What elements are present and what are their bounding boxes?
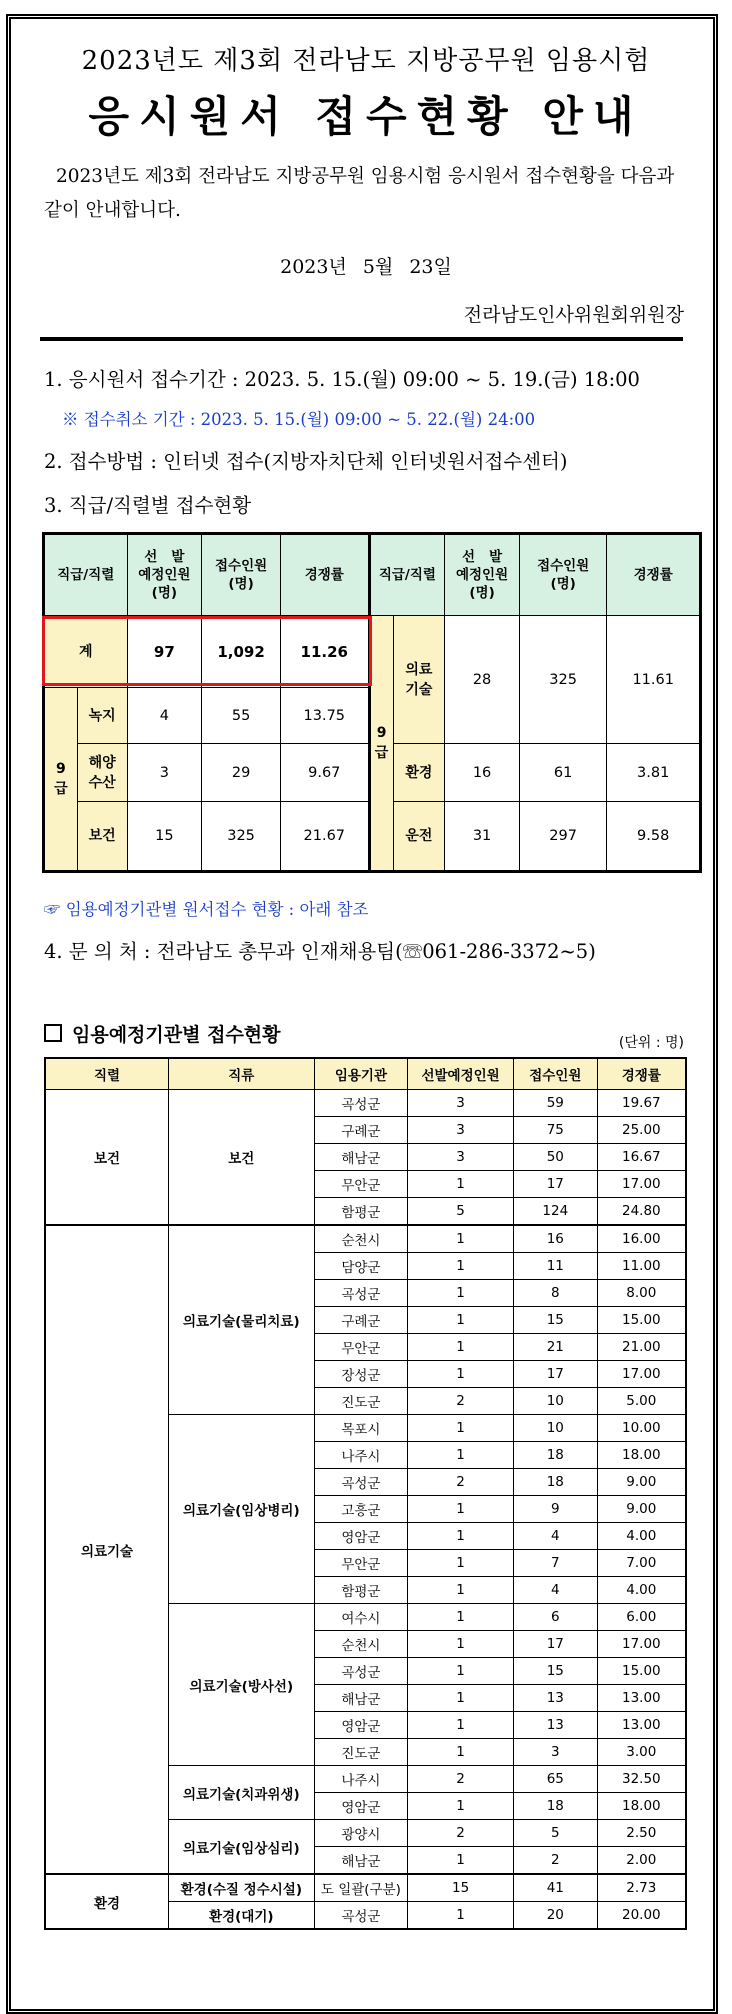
planned-cell: 1 — [408, 1577, 514, 1604]
series-label: 의료 기술 — [393, 616, 445, 744]
ratio-cell: 17.00 — [597, 1171, 686, 1198]
applied-cell: 2 — [513, 1847, 597, 1875]
header-planned: 선 발 예정인원 (명) — [445, 534, 520, 616]
applied-cell: 16 — [513, 1225, 597, 1253]
cell-ratio: 9.67 — [280, 744, 369, 802]
planned-cell: 1 — [408, 1902, 514, 1930]
ratio-cell: 19.67 — [597, 1090, 686, 1117]
series-cell: 환경 — [45, 1874, 169, 1929]
grade-label: 9 급 — [369, 616, 393, 872]
col-planned: 선발예정인원 — [408, 1058, 514, 1090]
ratio-cell: 13.00 — [597, 1685, 686, 1712]
agency-cell: 진도군 — [314, 1388, 408, 1415]
ratio-cell: 17.00 — [597, 1361, 686, 1388]
agency-cell: 목포시 — [314, 1415, 408, 1442]
agency-cell: 광양시 — [314, 1820, 408, 1847]
applied-cell: 20 — [513, 1902, 597, 1930]
series-label: 녹지 — [77, 688, 127, 744]
header-ratio: 경쟁률 — [607, 534, 701, 616]
ratio-cell: 17.00 — [597, 1631, 686, 1658]
planned-cell: 1 — [408, 1442, 514, 1469]
cell-applied: 61 — [519, 744, 606, 802]
ratio-cell: 4.00 — [597, 1523, 686, 1550]
detail-section-title: 임용예정기관별 접수현황 — [44, 1020, 281, 1047]
cell-ratio: 9.58 — [607, 802, 701, 872]
agency-cell: 함평군 — [314, 1577, 408, 1604]
header-applied: 접수인원 (명) — [202, 534, 281, 616]
ratio-cell: 6.00 — [597, 1604, 686, 1631]
cell-applied: 297 — [519, 802, 606, 872]
intro-paragraph: 2023년도 제3회 전라남도 지방공무원 임용시험 응시원서 접수현황을 다음과 같이 안내합니다. — [44, 166, 675, 221]
planned-cell: 1 — [408, 1415, 514, 1442]
item-status-heading: 3. 직급/직렬별 접수현황 — [44, 494, 252, 517]
ratio-cell: 8.00 — [597, 1280, 686, 1307]
col-type: 직류 — [169, 1058, 315, 1090]
series-label: 운전 — [393, 802, 445, 872]
agency-cell: 해남군 — [314, 1144, 408, 1171]
agency-cell: 순천시 — [314, 1631, 408, 1658]
applied-cell: 17 — [513, 1171, 597, 1198]
applied-cell: 7 — [513, 1550, 597, 1577]
agency-cell: 무안군 — [314, 1334, 408, 1361]
planned-cell: 3 — [408, 1090, 514, 1117]
agency-cell: 담양군 — [314, 1253, 408, 1280]
ratio-cell: 21.00 — [597, 1334, 686, 1361]
series-label: 환경 — [393, 744, 445, 802]
ratio-cell: 16.67 — [597, 1144, 686, 1171]
planned-cell: 5 — [408, 1198, 514, 1226]
header-grade: 직급/직렬 — [369, 534, 445, 616]
planned-cell: 1 — [408, 1334, 514, 1361]
planned-cell: 2 — [408, 1469, 514, 1496]
planned-cell: 1 — [408, 1171, 514, 1198]
table-row — [45, 1090, 686, 1117]
planned-cell: 2 — [408, 1820, 514, 1847]
ratio-cell: 15.00 — [597, 1307, 686, 1334]
applied-cell: 8 — [513, 1280, 597, 1307]
agency-cell: 영암군 — [314, 1523, 408, 1550]
summary-table — [42, 532, 702, 873]
planned-cell: 1 — [408, 1847, 514, 1875]
planned-cell: 1 — [408, 1550, 514, 1577]
cell-planned: 4 — [127, 688, 202, 744]
applied-cell: 18 — [513, 1469, 597, 1496]
table-row — [45, 1874, 686, 1902]
type-cell: 의료기술(치과위생) — [169, 1766, 315, 1820]
agency-cell: 고흥군 — [314, 1496, 408, 1523]
ratio-cell: 25.00 — [597, 1117, 686, 1144]
ratio-cell: 2.00 — [597, 1847, 686, 1875]
cancel-note: ※ 접수취소 기간 : 2023. 5. 15.(월) 09:00 ~ 5. 22.(월) 24:00 — [62, 410, 536, 429]
agency-cell: 순천시 — [314, 1225, 408, 1253]
ratio-cell: 13.00 — [597, 1712, 686, 1739]
agency-cell: 구례군 — [314, 1307, 408, 1334]
agency-cell: 함평군 — [314, 1198, 408, 1226]
cell-planned: 3 — [127, 744, 202, 802]
applied-cell: 124 — [513, 1198, 597, 1226]
agency-cell: 무안군 — [314, 1171, 408, 1198]
applied-cell: 5 — [513, 1820, 597, 1847]
planned-cell: 2 — [408, 1388, 514, 1415]
type-cell: 의료기술(물리치료) — [169, 1225, 315, 1415]
total-label: 계 — [44, 616, 128, 688]
ratio-cell: 2.50 — [597, 1820, 686, 1847]
ratio-cell: 7.00 — [597, 1550, 686, 1577]
header-planned: 선 발 예정인원 (명) — [127, 534, 202, 616]
unit-label: (단위 : 명) — [618, 1035, 684, 1051]
applied-cell: 21 — [513, 1334, 597, 1361]
cell-ratio: 13.75 — [280, 688, 369, 744]
agency-cell: 곡성군 — [314, 1902, 408, 1930]
col-agency: 임용기관 — [314, 1058, 408, 1090]
applied-cell: 17 — [513, 1361, 597, 1388]
planned-cell: 1 — [408, 1793, 514, 1820]
ratio-cell: 20.00 — [597, 1902, 686, 1930]
agency-cell: 영암군 — [314, 1793, 408, 1820]
agency-cell: 무안군 — [314, 1550, 408, 1577]
applied-cell: 50 — [513, 1144, 597, 1171]
ratio-cell: 18.00 — [597, 1793, 686, 1820]
type-cell: 의료기술(임상심리) — [169, 1820, 315, 1875]
agency-cell: 나주시 — [314, 1766, 408, 1793]
planned-cell: 3 — [408, 1117, 514, 1144]
planned-cell: 1 — [408, 1496, 514, 1523]
planned-cell: 3 — [408, 1144, 514, 1171]
type-cell: 환경(대기) — [169, 1902, 315, 1930]
planned-cell: 1 — [408, 1523, 514, 1550]
detail-table — [44, 1057, 687, 1930]
ratio-cell: 16.00 — [597, 1225, 686, 1253]
type-cell: 의료기술(임상병리) — [169, 1415, 315, 1604]
agency-cell: 영암군 — [314, 1712, 408, 1739]
planned-cell: 1 — [408, 1658, 514, 1685]
type-cell: 보건 — [169, 1090, 315, 1226]
divider — [40, 337, 683, 341]
ratio-cell: 18.00 — [597, 1442, 686, 1469]
col-applied: 접수인원 — [513, 1058, 597, 1090]
col-series: 직렬 — [45, 1058, 169, 1090]
cell-planned: 28 — [445, 616, 520, 744]
cell-ratio: 3.81 — [607, 744, 701, 802]
applied-cell: 9 — [513, 1496, 597, 1523]
planned-cell: 1 — [408, 1631, 514, 1658]
grade-label: 9 급 — [44, 688, 78, 872]
ratio-cell: 10.00 — [597, 1415, 686, 1442]
planned-cell: 1 — [408, 1307, 514, 1334]
applied-cell: 13 — [513, 1712, 597, 1739]
cell-planned: 16 — [445, 744, 520, 802]
type-cell: 의료기술(방사선) — [169, 1604, 315, 1766]
applied-cell: 10 — [513, 1388, 597, 1415]
ratio-cell: 5.00 — [597, 1388, 686, 1415]
applied-cell: 13 — [513, 1685, 597, 1712]
series-label: 해양 수산 — [77, 744, 127, 802]
notice-signer: 전라남도인사위원회위원장 — [463, 304, 684, 326]
cell-applied: 325 — [202, 802, 281, 872]
planned-cell: 1 — [408, 1225, 514, 1253]
cell-planned: 15 — [127, 802, 202, 872]
agency-cell: 구례군 — [314, 1117, 408, 1144]
cell-applied: 325 — [519, 616, 606, 744]
cell-planned: 31 — [445, 802, 520, 872]
applied-cell: 3 — [513, 1739, 597, 1766]
planned-cell: 1 — [408, 1739, 514, 1766]
document-title: 응시원서 접수현황 안내 — [88, 92, 644, 141]
total-applied: 1,092 — [202, 616, 281, 688]
applied-cell: 11 — [513, 1253, 597, 1280]
applied-cell: 17 — [513, 1631, 597, 1658]
reference-note: ☞ 임용예정기관별 원서접수 현황 : 아래 참조 — [44, 900, 369, 919]
planned-cell: 15 — [408, 1874, 514, 1902]
header-grade: 직급/직렬 — [44, 534, 128, 616]
total-planned: 97 — [127, 616, 202, 688]
header-applied: 접수인원 (명) — [519, 534, 606, 616]
planned-cell: 1 — [408, 1253, 514, 1280]
col-ratio: 경쟁률 — [597, 1058, 686, 1090]
notice-date: 2023년 5월 23일 — [280, 256, 452, 278]
series-cell: 의료기술 — [45, 1225, 169, 1874]
table-row — [45, 1225, 686, 1253]
document-subtitle: 2023년도 제3회 전라남도 지방공무원 임용시험 — [81, 46, 651, 76]
agency-cell: 장성군 — [314, 1361, 408, 1388]
ratio-cell: 32.50 — [597, 1766, 686, 1793]
applied-cell: 15 — [513, 1658, 597, 1685]
planned-cell: 1 — [408, 1361, 514, 1388]
applied-cell: 10 — [513, 1415, 597, 1442]
planned-cell: 1 — [408, 1712, 514, 1739]
agency-cell: 도 일괄(구분) — [314, 1874, 408, 1902]
applied-cell: 18 — [513, 1442, 597, 1469]
type-cell: 환경(수질 정수시설) — [169, 1874, 315, 1902]
cell-ratio: 11.61 — [607, 616, 701, 744]
item-contact: 4. 문 의 처 : 전라남도 총무과 인재채용팀(☏061-286-3372~5) — [44, 940, 596, 963]
agency-cell: 곡성군 — [314, 1469, 408, 1496]
ratio-cell: 9.00 — [597, 1469, 686, 1496]
ratio-cell: 15.00 — [597, 1658, 686, 1685]
item-method: 2. 접수방법 : 인터넷 접수(지방자치단체 인터넷원서접수센터) — [44, 450, 568, 473]
header-ratio: 경쟁률 — [280, 534, 369, 616]
planned-cell: 1 — [408, 1685, 514, 1712]
applied-cell: 6 — [513, 1604, 597, 1631]
series-cell: 보건 — [45, 1090, 169, 1226]
applied-cell: 4 — [513, 1523, 597, 1550]
ratio-cell: 3.00 — [597, 1739, 686, 1766]
cell-ratio: 21.67 — [280, 802, 369, 872]
agency-cell: 곡성군 — [314, 1280, 408, 1307]
ratio-cell: 24.80 — [597, 1198, 686, 1226]
agency-cell: 곡성군 — [314, 1658, 408, 1685]
applied-cell: 4 — [513, 1577, 597, 1604]
item-period: 1. 응시원서 접수기간 : 2023. 5. 15.(월) 09:00 ~ 5. 19.(금) 18:00 — [44, 368, 640, 391]
planned-cell: 1 — [408, 1280, 514, 1307]
planned-cell: 2 — [408, 1766, 514, 1793]
ratio-cell: 11.00 — [597, 1253, 686, 1280]
agency-cell: 해남군 — [314, 1685, 408, 1712]
applied-cell: 65 — [513, 1766, 597, 1793]
checkbox-square-icon — [44, 1024, 62, 1042]
applied-cell: 59 — [513, 1090, 597, 1117]
ratio-cell: 9.00 — [597, 1496, 686, 1523]
applied-cell: 75 — [513, 1117, 597, 1144]
applied-cell: 15 — [513, 1307, 597, 1334]
planned-cell: 1 — [408, 1604, 514, 1631]
applied-cell: 41 — [513, 1874, 597, 1902]
applied-cell: 18 — [513, 1793, 597, 1820]
agency-cell: 나주시 — [314, 1442, 408, 1469]
series-label: 보건 — [77, 802, 127, 872]
ratio-cell: 4.00 — [597, 1577, 686, 1604]
agency-cell: 해남군 — [314, 1847, 408, 1875]
total-ratio: 11.26 — [280, 616, 369, 688]
cell-applied: 29 — [202, 744, 281, 802]
agency-cell: 곡성군 — [314, 1090, 408, 1117]
cell-applied: 55 — [202, 688, 281, 744]
ratio-cell: 2.73 — [597, 1874, 686, 1902]
agency-cell: 진도군 — [314, 1739, 408, 1766]
agency-cell: 여수시 — [314, 1604, 408, 1631]
